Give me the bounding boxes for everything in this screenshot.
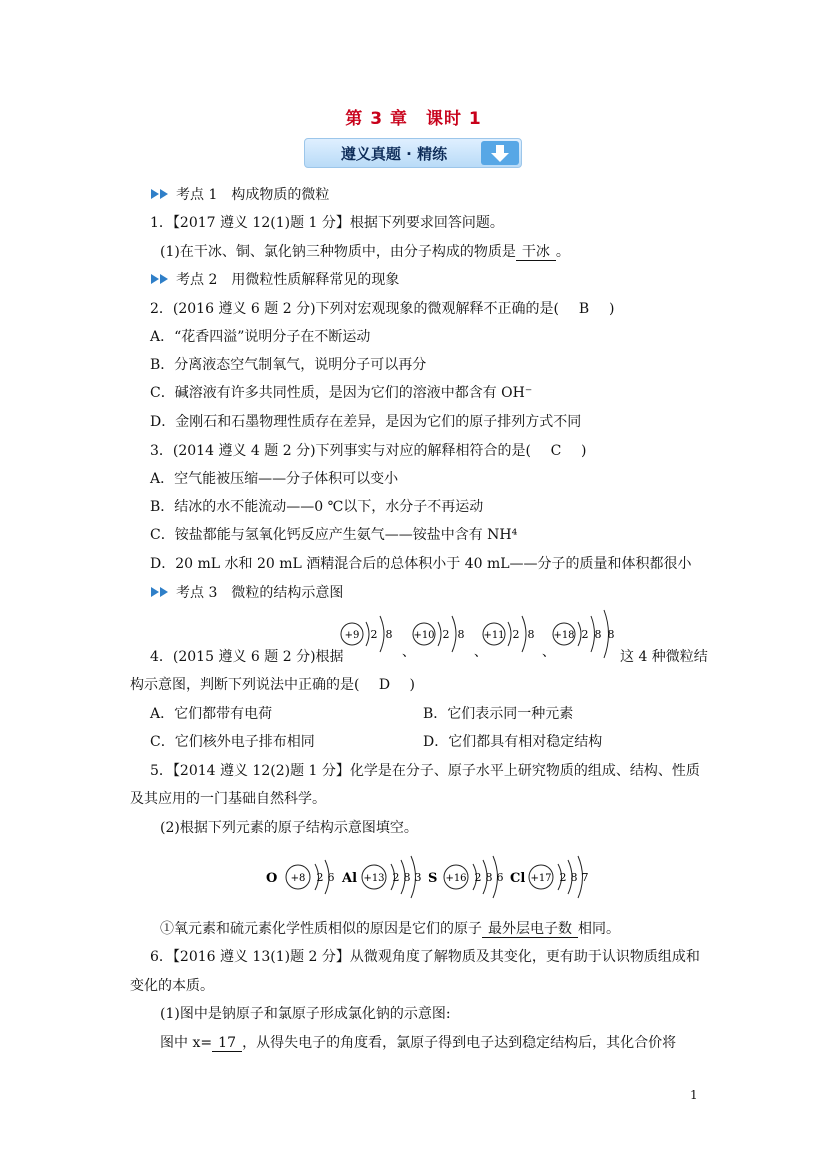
q1-stem: 1．【2017 遵义 12(1)题 1 分】根据下列要求回答问题。 [150,215,504,231]
kaodian-label: 考点 2 用微粒性质解释常见的现象 [176,272,400,288]
shell-count: 8 [457,628,465,641]
double-triangle-icon [150,273,170,285]
banner-label: 遵义真题 · 精练 [340,144,448,163]
shell-count: 2 [474,871,482,884]
q3-close: ) [581,443,587,459]
q6-answer: 17 [212,1036,242,1052]
atom-diagram-o [266,860,335,894]
q2-option-d: D．金刚石和石墨物理性质存在差异，是因为它们的原子排列方式不同 [150,414,582,430]
shell-count: 8 [594,628,602,641]
shell-count: 3 [414,871,422,884]
separator: 、 [474,645,488,660]
shell-count: 6 [496,871,504,884]
shell-count: 7 [581,871,589,884]
shell-count: 8 [527,628,535,641]
down-arrow-icon [481,141,519,165]
kaodian-heading-1 [150,184,329,204]
element-symbol: S [428,871,438,886]
q4-particle-diagrams [334,604,624,666]
q2-option-c: C．碱溶液有许多共同性质，是因为它们的溶液中都含有 OH⁻ [150,385,533,401]
shell-count: 6 [327,871,335,884]
q5-atom-diagrams [262,848,602,904]
q1-sub-end: 。 [555,244,570,260]
q4-option-d: D．它们都具有相对稳定结构 [423,734,603,750]
atom-diagram-al [341,856,422,898]
q2-stem-text: 2．(2016 遵义 6 题 2 分)下列对宏观现象的微观解释不正确的是( [150,301,559,317]
kaodian-label: 考点 1 构成物质的微粒 [176,187,330,203]
element-symbol: O [266,871,278,886]
q5-stem-line2: 及其应用的一门基础自然科学。 [130,791,326,807]
particle-diagram-3 [483,616,535,652]
kaodian-heading-3 [150,582,343,602]
shell-count: 8 [385,628,393,641]
nucleus-label: +8 [290,873,306,884]
q6-question-text: 图中 x= [160,1035,213,1051]
q5-stem-line1: 5．【2014 遵义 12(2)题 1 分】化学是在分子、原子水平上研究物质的组成、结构、性质 [150,763,700,779]
q4-option-b: B．它们表示同一种元素 [423,706,574,722]
nucleus-label: +18 [553,630,575,641]
double-triangle-icon [150,188,170,200]
q5-question-end: 相同。 [578,921,620,937]
q1-answer: 干冰 [516,245,556,261]
shell-count: 2 [442,628,450,641]
nucleus-label: +10 [413,630,435,641]
shell-count: 8 [485,871,493,884]
q5-question-text: ①氧元素和硫元素化学性质相似的原因是它们的原子 [160,921,482,937]
separator: 、 [542,645,556,660]
q1-sub [160,241,570,261]
shell-count: 2 [512,628,520,641]
q6-stem-line2: 变化的本质。 [130,978,214,994]
q2-answer: B [578,301,590,317]
nucleus-label: +17 [530,873,552,884]
shell-count: 8 [403,871,411,884]
particle-diagram-1 [341,616,393,652]
q4-stem-after: 这 4 种微粒结 [620,649,708,665]
page-number: 1 [690,1088,698,1102]
shell-count: 8 [570,871,578,884]
q6-sub: (1)图中是钠原子和氯原子形成氯化钠的示意图: [160,1006,451,1022]
element-symbol: Al [342,871,358,886]
q4-stem-before: 4．(2015 遵义 6 题 2 分)根据 [150,649,344,665]
chapter-title: 第 3 章 课时 1 [345,109,482,129]
q3-stem-text: 3．(2014 遵义 4 题 2 分)下列事实与对应的解释相符合的是( [150,443,531,459]
particle-diagram-2 [413,616,465,652]
q3-option-d: D．20 mL 水和 20 mL 酒精混合后的总体积小于 40 mL——分子的质量和体积都很小 [150,556,692,572]
atom-diagram-cl [510,856,589,898]
kaodian-label: 考点 3 微粒的结构示意图 [176,585,344,601]
q3-option-c: C．铵盐都能与氢氧化钙反应产生氨气——铵盐中含有 NH⁴ [150,527,518,543]
q2-option-b: B．分离液态空气制氧气，说明分子可以再分 [150,357,427,373]
shell-count: 2 [559,871,567,884]
q2-close: ) [609,301,615,317]
q6-question-end: ，从得失电子的角度看，氯原子得到电子达到稳定结构后，其化合价将 [242,1035,677,1051]
nucleus-label: +16 [445,873,467,884]
separator: 、 [402,645,416,660]
q3-option-a: A．空气能被压缩——分子体积可以变小 [150,471,399,487]
kaodian-heading-2 [150,269,399,289]
particle-diagram-4 [553,610,615,658]
q6-question [160,1032,676,1052]
q4-option-c: C．它们核外电子排布相同 [150,734,315,750]
shell-count: 2 [392,871,400,884]
q5-question [160,918,620,938]
nucleus-label: +9 [344,630,360,641]
q3-answer: C [550,443,562,459]
q5-sub: (2)根据下列元素的原子结构示意图填空。 [160,820,418,836]
section-banner [304,138,522,168]
shell-count: 2 [370,628,378,641]
double-triangle-icon [150,586,170,598]
q4-stem-line2 [130,674,415,694]
nucleus-label: +13 [363,873,385,884]
q4-stem-line2-text: 构示意图，判断下列说法中正确的是( [130,677,360,693]
shell-count: 8 [607,628,615,641]
q2-stem [150,298,614,318]
q1-sub-text: (1)在干冰、铜、氯化钠三种物质中，由分子构成的物质是 [160,244,516,260]
q4-answer: D [378,677,391,693]
q2-option-a: A．“花香四溢”说明分子在不断运动 [150,329,371,345]
atom-diagram-s [428,856,504,898]
q6-stem-line1: 6．【2016 遵义 13(1)题 2 分】从微观角度了解物质及其变化，更有助于认识物质组成和 [150,949,700,965]
element-symbol: Cl [510,871,526,886]
shell-count: 2 [316,871,324,884]
shell-count: 2 [581,628,589,641]
q3-stem [150,440,586,460]
nucleus-label: +11 [483,630,505,641]
q3-option-b: B．结冰的水不能流动——0 ℃以下，水分子不再运动 [150,499,484,515]
q4-option-a: A．它们都带有电荷 [150,706,273,722]
q5-answer: 最外层电子数 [482,922,578,938]
q4-close: ) [409,677,415,693]
